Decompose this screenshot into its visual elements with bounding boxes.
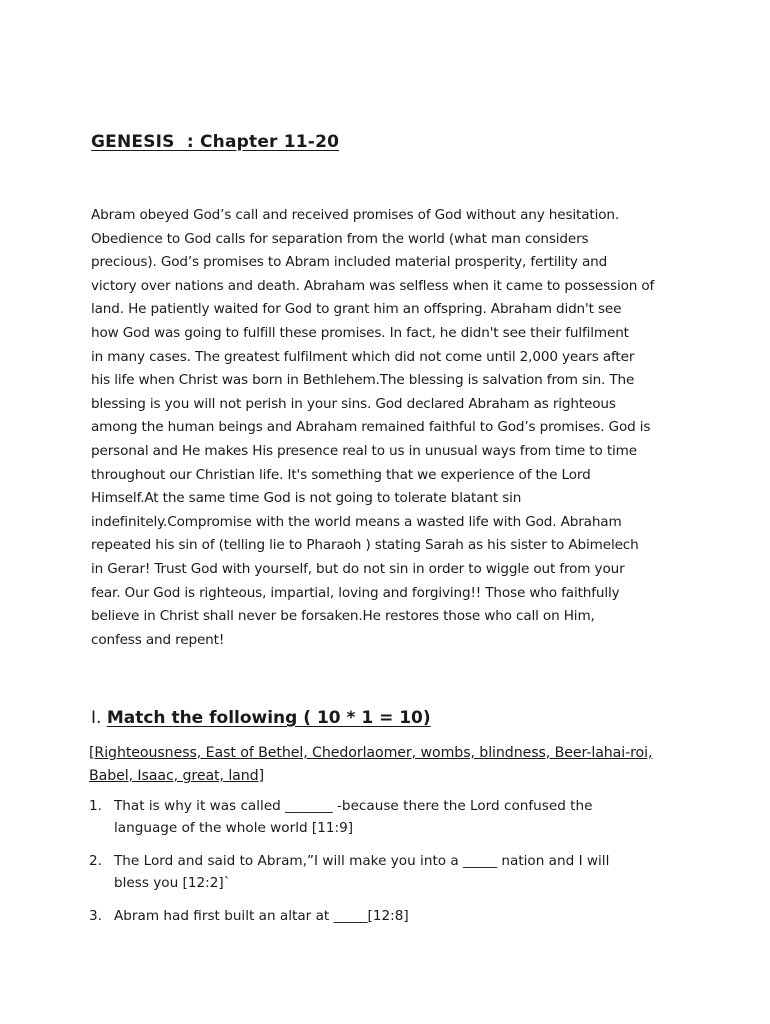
question-list [89,795,689,938]
question-text [114,905,689,927]
paragraph-line: Himself.At the same time God is not going to tolerate blatant sin [91,490,522,507]
answer-options [89,742,689,788]
answer-options-line: [Righteousness, East of Bethel, Chedorlaomer, wombs, blindness, Beer-lahai-roi, [89,745,653,761]
question-item [89,850,689,894]
paragraph-line: in Gerar! Trust God with yourself, but do not sin in order to wiggle out from your [91,560,625,577]
paragraph-line: Obedience to God calls for separation from the world (what man considers [91,230,589,247]
paragraph-line: how God was going to fulfill these promises. In fact, he didn't see their fulfilment [91,324,629,341]
question-number: 3. [89,908,102,924]
paragraph-line: personal and He makes His presence real to us in unusual ways from time to time [91,442,637,459]
question-text [114,795,689,839]
paragraph-line: land. He patiently waited for God to grant him an offspring. Abraham didn't see [91,301,622,318]
section-number: I. [91,708,102,728]
question-item [89,905,689,927]
paragraph-line: victory over nations and death. Abraham was selfless when it came to possession of [91,277,655,294]
question-line: bless you [12:2]` [114,875,231,891]
paragraph-line: in many cases. The greatest fulfilment which did not come until 2,000 years after [91,348,635,365]
paragraph-line: repeated his sin of (telling lie to Pharaoh ) stating Sarah as his sister to Abimelech [91,537,639,554]
question-number: 2. [89,853,102,869]
paragraph-line: precious). God’s promises to Abram included material prosperity, fertility and [91,254,608,271]
paragraph-line: indefinitely.Compromise with the world means a wasted life with God. Abraham [91,513,622,530]
intro-paragraph [91,204,681,652]
page-title: GENESIS : Chapter 11-20 [91,132,340,152]
paragraph-line: believe in Christ shall never be forsaken.He restores those who call on Him, [91,608,595,625]
paragraph-line: blessing is you will not perish in your sins. God declared Abraham as righteous [91,395,616,412]
question-number: 1. [89,798,102,814]
question-item [89,795,689,839]
question-line: The Lord and said to Abram,”I will make you into a _____ nation and I will [114,853,610,869]
question-line: That is why it was called _______ -because there the Lord confused the [114,798,593,814]
paragraph-line: throughout our Christian life. It's something that we experience of the Lord [91,466,591,483]
paragraph-line: fear. Our God is righteous, impartial, loving and forgiving!! Those who faithfully [91,584,620,601]
question-line: Abram had first built an altar at _____[12:8] [114,908,409,924]
paragraph-line: his life when Christ was born in Bethlehem.The blessing is salvation from sin. The [91,372,635,389]
paragraph-line: Abram obeyed God’s call and received promises of God without any hesitation. [91,207,620,223]
answer-options-line: Babel, Isaac, great, land] [89,768,265,784]
paragraph-line: confess and repent! [91,631,225,648]
question-text [114,850,689,894]
section-heading [91,708,431,728]
paragraph-line: among the human beings and Abraham remained faithful to God’s promises. God is [91,419,651,436]
question-line: language of the whole world [11:9] [114,820,354,836]
section-heading-text: Match the following ( 10 * 1 = 10) [106,708,431,728]
